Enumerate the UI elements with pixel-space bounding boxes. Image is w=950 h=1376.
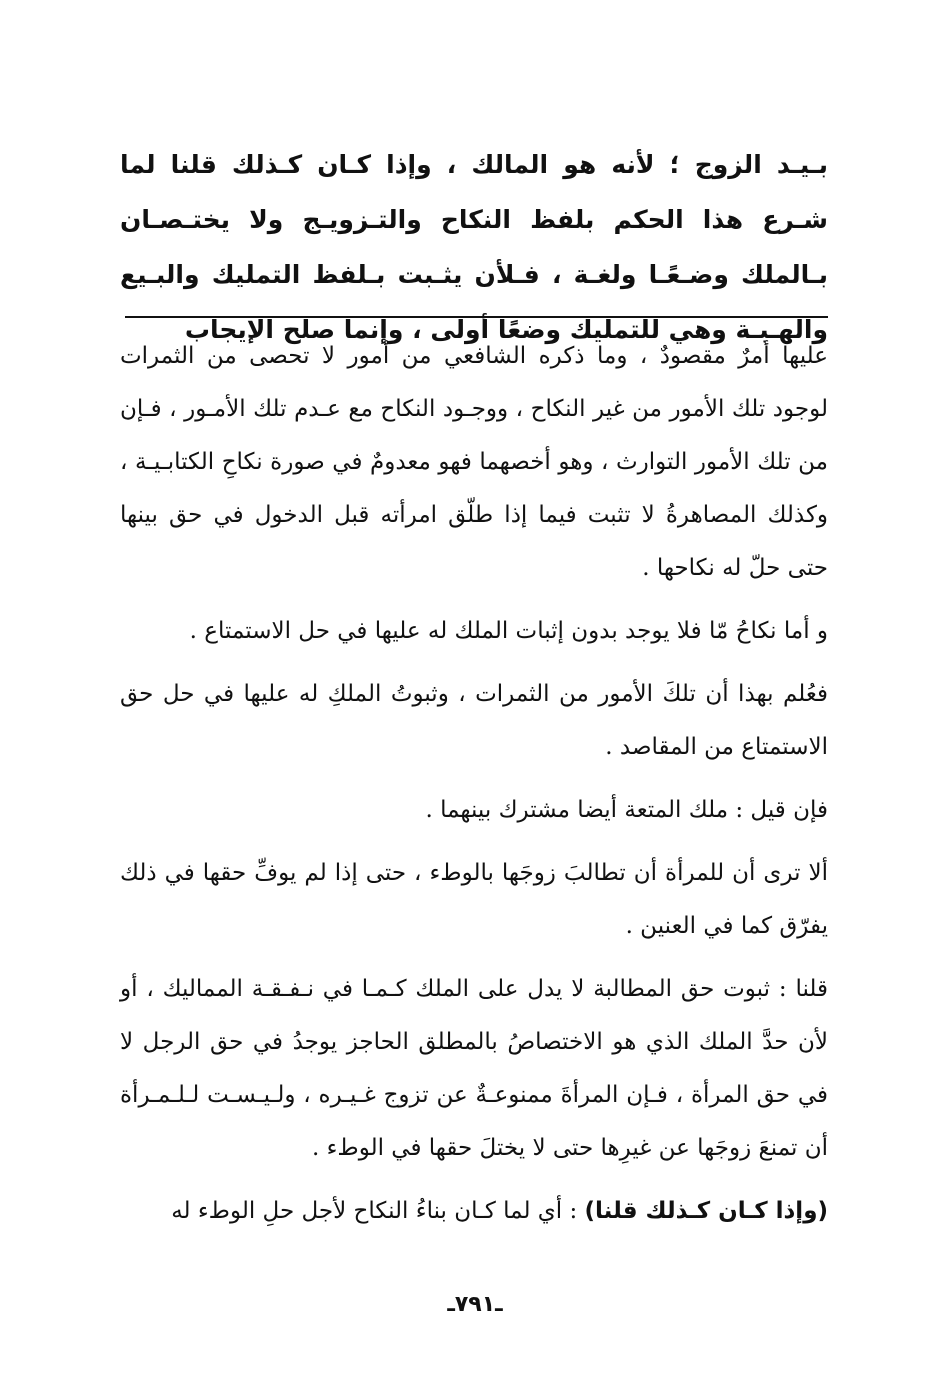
commentary-paragraph-4: فإن قيل : ملك المتعة أيضا مشترك بينهما . bbox=[425, 797, 828, 823]
main-text-paragraph: بـيـد الزوج ؛ لأنه هو المالك ، وإذا كـان كـذلك قلنا لما شـرع هذا الحكم بلفظ النكاح والتـزويـج ولا يختـصـان بـالملك وضـعًـا ولغـة ، فـلأن يثـبت بـلفظ التمليك والبـيع والهـبـة وهي للتمليك وضعًا أولى ، وإنما صلح الإيجاب bbox=[120, 150, 828, 344]
commentary-paragraph-6: قلنا : ثبوت حق المطالبة لا يدل على الملك كـمـا في نـفـقـة المماليك ، أو لأن حدَّ الملك الذي هو الاختصاصُ بالمطلق الحاجز يوجدُ في حق الرجل لا في حق المرأة ، فـإن المرأةَ ممنوعـةٌ عن تزوج غـيـره ، ولـيـسـت لـلـمـرأة أن تمنعَ زوجَها عن غيرِها حتى لا يختلَ حقها في الوطء . bbox=[120, 976, 828, 1161]
commentary-paragraph-1: عليها أمرٌ مقصودٌ ، وما ذكره الشافعي من أمور لا تحصى من الثمرات لوجود تلك الأمور من غير النكاح ، ووجـود النكاح مع عـدم تلك الأمـور ، فـإن من تلك الأمور التوارث ، وهو أخصهما فهو معدومٌ في صورة نكاحِ الكتابـيـة ، وكذلك المصاهرةُ لا تثبت فيما إذا طلّق امرأته قبل الدخول في حق بينها حتى حلّ له نكاحها . bbox=[120, 343, 828, 581]
commentary-paragraph-7-text: : أي لما كـان بناءُ النكاح لأجل حلِ الوطء له bbox=[171, 1198, 585, 1224]
commentary-block bbox=[120, 330, 828, 1238]
commentary-paragraph-7 bbox=[120, 1185, 828, 1238]
main-text-block bbox=[120, 137, 828, 357]
commentary-paragraph-2: و أما نكاحُ مّا فلا يوجد بدون إثبات الملك له عليها في حل الاستمتاع . bbox=[189, 618, 828, 644]
commentary-paragraph-5: ألا ترى أن للمرأة أن تطالبَ زوجَها بالوطء ، حتى إذا لم يوفِّ حقها في ذلك يفرّق كما في العنين . bbox=[120, 860, 828, 939]
commentary-paragraph-3: فعُلم بهذا أن تلكَ الأمور من الثمرات ، وثبوتُ الملكِ له عليها في حل حق الاستمتاع من المقاصد . bbox=[120, 681, 828, 760]
page-number: ـ٧٩١ـ bbox=[447, 1292, 503, 1317]
quoted-phrase: (وإذا كـان كـذلك قلنا) bbox=[584, 1198, 828, 1224]
footnote-divider bbox=[125, 316, 828, 318]
